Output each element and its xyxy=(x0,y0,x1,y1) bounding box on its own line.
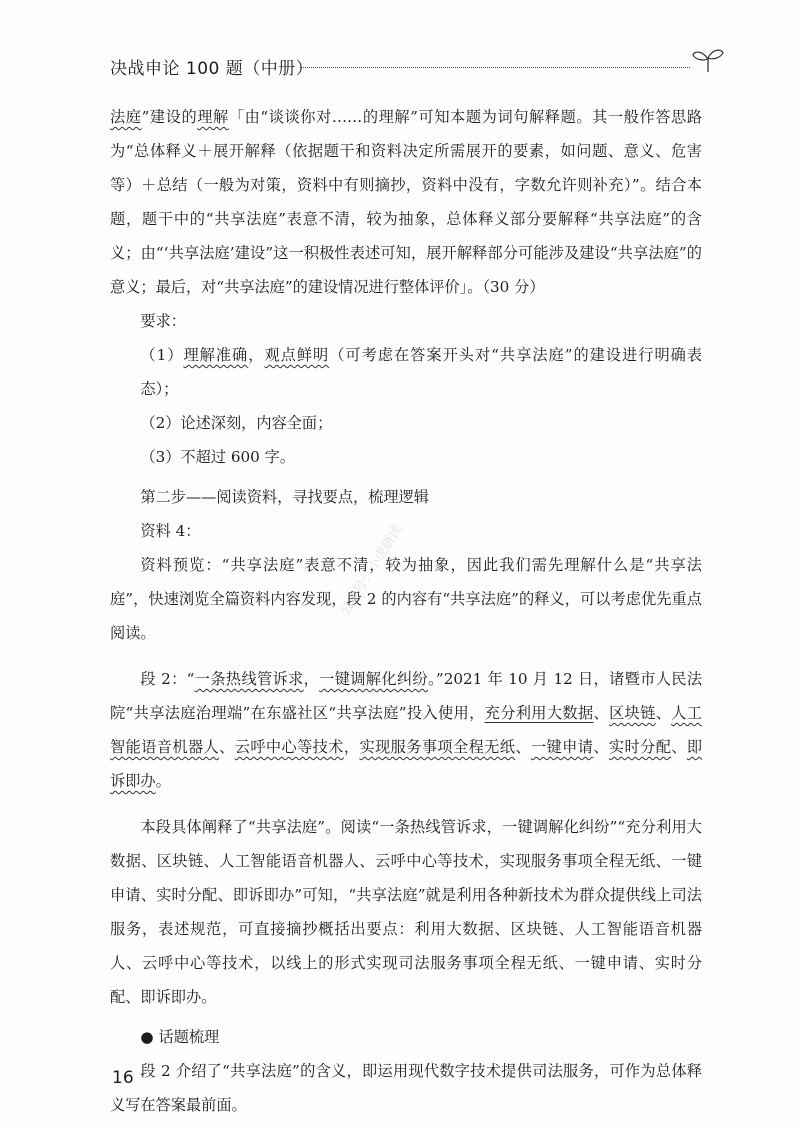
text-run: 段 2：“ xyxy=(140,670,195,688)
underlined-phrase: 一键调解化纠纷 xyxy=(319,670,428,688)
text-run: （1） xyxy=(140,346,184,364)
header-rule xyxy=(300,67,690,68)
sprout-icon xyxy=(690,46,726,74)
text-run: （可考虑在答案开头对“共享法庭”的建设进行明确表态）； xyxy=(140,346,703,398)
text-run: 、 xyxy=(593,738,609,756)
requirements-title: 要求： xyxy=(140,312,186,330)
step-heading: 第二步——阅读资料，寻找要点，梳理逻辑 xyxy=(140,488,429,506)
text-run: 、 xyxy=(671,738,687,756)
underlined-phrase: 法庭 xyxy=(110,108,142,126)
requirement-3: （3）不超过 600 字。 xyxy=(140,448,296,466)
underlined-phrase: 理解准确 xyxy=(183,346,249,364)
topic-heading xyxy=(110,1020,702,1054)
underlined-phrase: 观点鲜明 xyxy=(264,346,330,364)
underlined-phrase: 区块链 xyxy=(609,704,656,722)
underlined-phrase: 人工智能语音机器人 xyxy=(110,704,703,756)
text-run: 、 xyxy=(593,704,610,722)
page-body xyxy=(110,100,702,1122)
paragraph-2 xyxy=(110,662,702,798)
text-run: 、 xyxy=(515,738,531,756)
requirement-2: （2）论述深刻，内容全面； xyxy=(140,414,333,432)
running-header xyxy=(110,48,720,79)
text-run: ， xyxy=(303,670,320,688)
question-paragraph xyxy=(110,100,702,304)
topic-paragraph: 段 2 介绍了“共享法庭”的含义，即运用现代数字技术提供司法服务，可作为总体释义写在答案最前面。 xyxy=(110,1062,702,1114)
underlined-phrase: 实现服务事项全程无纸 xyxy=(359,738,516,756)
text-run: ， xyxy=(343,738,360,756)
text-run: 「由“谈谈你对……的理解”可知本题为词句解释题。其一般作答思路为“总体释义＋展开解释（依据题干和资料决定所需展开的要素，如问题、意义、危害等）＋总结（一般为对策，资料中有则摘抄，资料中没有，字数允许则补充）”。结合本题，题干中的“共享法庭”表意不清，较为抽象，总体释义部分要解释“共享法庭”的含义；由“‘共享法庭’建设”这一积极性表述可知，展开解释部分可能涉及建设“共享法庭”的意义；最后，对“共享法庭”的建设情况进行整体评价」。（30 分） xyxy=(110,108,703,296)
bullet-icon: ● xyxy=(140,1028,154,1046)
underlined-phrase: 充分利用大数据 xyxy=(484,704,594,722)
text-run: 。”2021 年 10 月 12 日，诸暨市人民法院“共享法庭治理端”在东盛社区“共享法庭”投入使用， xyxy=(110,670,703,722)
analysis-paragraph: 本段具体阐释了“共享法庭”。阅读“一条热线管诉求，一键调解化纠纷”“充分利用大数据、区块链、人工智能语音机器人、云呼中心等技术，实现服务事项全程无纸、一键申请、实时分配、即诉即办”可知，“共享法庭”就是利用各种新技术为群众提供线上司法服务，表述规范，可直接摘抄概括出要点：利用大数据、区块链、人工智能语音机器人、云呼中心等技术，以线上的形式实现司法服务事项全程无纸、一键申请、实时分配、即诉即办。 xyxy=(110,818,702,1006)
text-run: ”建设的 xyxy=(141,108,198,126)
topic-title: 话题梳理 xyxy=(158,1028,220,1046)
header-title: 决战申论 100 题（中册） xyxy=(110,59,314,79)
underlined-phrase: 一键申请 xyxy=(530,738,594,756)
material-preview: 资料预览：“共享法庭”表意不清，较为抽象，因此我们需先理解什么是“共享法庭”，快速浏览全篇资料内容发现，段 2 的内容有“共享法庭”的释义，可以考虑优先重点阅读。 xyxy=(110,556,702,642)
underlined-phrase: 即诉即办 xyxy=(110,738,703,790)
text-run: 、 xyxy=(219,738,235,756)
text-run: 。 xyxy=(155,772,171,790)
text-run: ， xyxy=(248,346,265,364)
underlined-phrase: 实时分配 xyxy=(608,738,672,756)
text-run: 、 xyxy=(655,704,672,722)
underlined-phrase: 理解 xyxy=(197,108,229,126)
material-label: 资料 4： xyxy=(140,522,201,540)
underlined-phrase: 云呼中心等技术 xyxy=(234,738,344,756)
requirement-1 xyxy=(110,338,702,406)
watermark: 公众号：小虎研读 xyxy=(337,522,406,619)
underlined-phrase: 一条热线管诉求 xyxy=(194,670,304,688)
page-number: 16 xyxy=(112,1068,134,1088)
